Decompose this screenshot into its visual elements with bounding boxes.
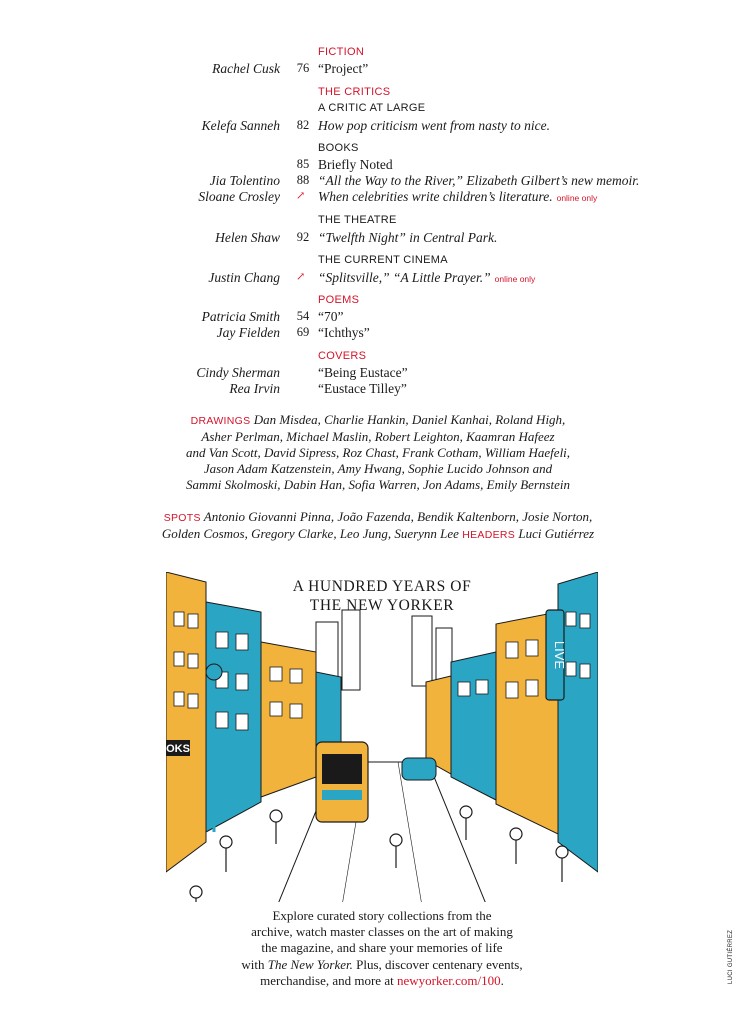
promo-text-fragment: with <box>241 956 268 972</box>
drawings-line: Jason Adam Katzenstein, Amy Hwang, Sophie Lucido Johnson and <box>203 461 553 476</box>
entry-page-number: 69 <box>296 325 310 339</box>
entry-title <box>318 117 550 134</box>
entry-title <box>318 172 639 189</box>
entry-title-text: “Being Eustace” <box>318 365 408 380</box>
external-link-arrow-icon: ↗ <box>296 190 306 202</box>
entry-page-number: 88 <box>296 173 310 187</box>
entry-title <box>318 308 343 325</box>
entry-page-number: 85 <box>296 157 310 171</box>
promo-text-line: the magazine, and share your memories of life <box>261 940 503 956</box>
promo-title-line: THE NEW YORKER <box>309 597 455 614</box>
headers-name: Luci Gutiérrez <box>518 526 595 541</box>
toc-entry[interactable] <box>0 364 756 381</box>
section-label: BOOKS <box>318 142 359 154</box>
entry-author: Kelefa Sanneh <box>201 118 280 133</box>
promo-text-line: Explore curated story collections from the <box>272 908 492 923</box>
magazine-name: The New Yorker. <box>267 956 353 972</box>
toc-entry[interactable] <box>0 60 756 77</box>
entry-title-text: Briefly Noted <box>318 157 393 172</box>
drawings-line: Sammi Skolmoski, Dabin Han, Sofia Warren, Jon Adams, Emily Bernstein <box>185 477 571 492</box>
spots-credits <box>150 509 606 543</box>
headers-label: HEADERS <box>462 529 516 541</box>
section-label: COVERS <box>318 350 367 362</box>
entry-title-text: “70” <box>318 309 344 324</box>
toc-entry[interactable] <box>0 269 756 286</box>
section-label: POEMS <box>318 294 360 306</box>
entry-page-number: 92 <box>296 230 310 244</box>
promo-description <box>206 908 558 989</box>
centennial-link[interactable]: newyorker.com/100 <box>396 972 501 988</box>
entry-author: Jia Tolentino <box>209 173 280 188</box>
drawings-line: Dan Misdea, Charlie Hankin, Daniel Kanhai, Roland High, <box>253 412 566 427</box>
entry-title-text: How pop criticism went from nasty to nice. <box>318 118 550 133</box>
promo-text-line: archive, watch master classes on the art of making <box>251 924 513 940</box>
promo-text-fragment: Plus, discover centenary events, <box>352 956 523 972</box>
entry-title-text: “Ichthys” <box>318 325 370 340</box>
oks-sign: OKS <box>166 743 190 755</box>
illustration-credit: LUCI GUTIÉRREZ <box>728 929 734 984</box>
entry-title <box>318 60 368 77</box>
entry-author: Helen Shaw <box>215 230 280 245</box>
drawings-credits <box>150 412 606 493</box>
entry-title <box>318 364 408 381</box>
section-label: THE THEATRE <box>318 214 397 226</box>
promo-title-line: A HUNDRED YEARS OF <box>292 578 472 595</box>
entry-author: Rea Irvin <box>229 381 280 396</box>
entry-page-number: 76 <box>296 61 310 75</box>
promo-text-fragment: merchandise, and more at <box>260 972 397 988</box>
entry-title <box>318 269 535 288</box>
entry-title <box>318 229 497 246</box>
entry-author: Jay Fielden <box>216 325 280 340</box>
entry-title <box>318 188 597 207</box>
toc-entry[interactable] <box>0 308 756 325</box>
entry-page-number: 82 <box>296 118 310 132</box>
external-link-arrow-icon: ↗ <box>296 271 306 283</box>
entry-title-text: “Splitsville,” “A Little Prayer.” <box>318 270 491 285</box>
entry-author: Rachel Cusk <box>212 61 280 76</box>
entry-title-text: “Eustace Tilley” <box>318 381 407 396</box>
entry-title <box>318 380 407 397</box>
entry-title-text: “Twelfth Night” in Central Park. <box>318 230 498 245</box>
entry-author: Justin Chang <box>208 270 280 285</box>
toc-entry[interactable] <box>0 324 756 341</box>
section-label: THE CRITICS <box>318 86 391 98</box>
entry-title <box>318 156 393 173</box>
toc-entry[interactable] <box>0 229 756 246</box>
section-label: A CRITIC AT LARGE <box>318 102 426 114</box>
centennial-promo <box>166 572 598 1002</box>
toc-entry[interactable] <box>0 380 756 397</box>
live-sign: LIVE <box>552 640 567 670</box>
online-only-badge: online only <box>494 274 536 284</box>
entry-title <box>318 324 370 341</box>
entry-title-text: “All the Way to the River,” Elizabeth Gilbert’s new memoir. <box>318 173 640 188</box>
online-only-badge: online only <box>556 193 598 203</box>
section-label: FICTION <box>318 46 365 58</box>
promo-text-fragment: . <box>500 972 504 988</box>
spots-label: SPOTS <box>163 512 201 524</box>
section-label: THE CURRENT CINEMA <box>318 254 448 266</box>
entry-title-text: When celebrities write children’s literature. <box>318 189 553 204</box>
promo-title <box>166 577 598 615</box>
spots-line: Golden Cosmos, Gregory Clarke, Leo Jung, Suerynn Lee <box>161 526 459 541</box>
entry-author: Patricia Smith <box>201 309 280 324</box>
drawings-label: DRAWINGS <box>190 415 251 427</box>
toc-entry[interactable] <box>0 117 756 134</box>
drawings-line: Asher Perlman, Michael Maslin, Robert Leighton, Kaamran Hafeez <box>201 429 555 444</box>
toc-entry[interactable] <box>0 188 756 205</box>
entry-title-text: “Project” <box>318 61 369 76</box>
toc-entry[interactable] <box>0 172 756 189</box>
spots-line: Antonio Giovanni Pinna, João Fazenda, Bendik Kaltenborn, Josie Norton, <box>203 509 593 524</box>
entry-author: Cindy Sherman <box>196 365 280 380</box>
entry-page-number: 54 <box>296 309 310 323</box>
toc-entry[interactable] <box>0 156 756 173</box>
drawings-line: and Van Scott, David Sipress, Roz Chast, Frank Cotham, William Haefeli, <box>185 445 571 460</box>
entry-author: Sloane Crosley <box>198 189 280 204</box>
